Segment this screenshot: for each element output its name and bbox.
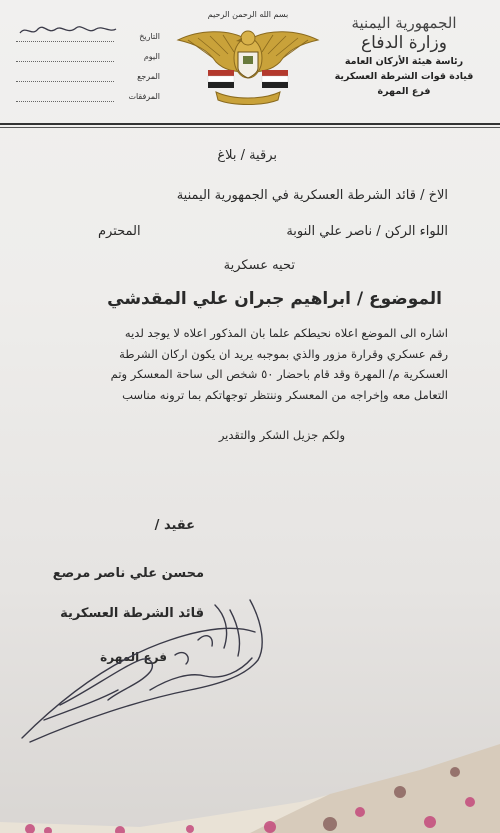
- emblem-caption: بسم الله الرحمن الرحيم: [207, 10, 289, 19]
- attachments-label: المرفقات: [128, 91, 160, 101]
- date-label: التاريخ: [139, 31, 160, 41]
- greeting: تحيه عسكرية: [223, 258, 295, 273]
- header-divider-thin: [0, 127, 500, 128]
- addressee-rank-name: اللواء الركن / ناصر علي النوبة: [286, 224, 448, 239]
- body-paragraph: [38, 323, 448, 405]
- day-label: اليوم: [143, 51, 160, 61]
- military-police-name: قيادة قوات الشرطة العسكرية: [334, 71, 474, 82]
- body-line: رقم عسكري وقرارة مزور والذي بموجبه يريد ان يكون اركان الشرطة: [119, 346, 448, 361]
- country-name: الجمهورية اليمنية: [351, 14, 457, 32]
- general-staff-name: رئاسة هيئة الأركان العامة: [344, 56, 464, 67]
- letterhead-authority: [324, 14, 484, 99]
- body-line: اشاره الى الموضع اعلاه نحيطكم علما بان المذكور اعلاه لا يوجد لديه: [124, 326, 448, 340]
- date-field: [10, 26, 160, 46]
- attachments-field: [10, 86, 160, 106]
- ministry-name: وزارة الدفاع: [361, 33, 447, 53]
- honorific: المحترم: [98, 224, 141, 239]
- attachments-value-line: [16, 91, 114, 102]
- day-value-line: [16, 51, 114, 62]
- background-fabric: [0, 732, 500, 833]
- signer-rank: عقيد /: [154, 518, 195, 533]
- body-line: التعامل معه وإخراجه من المعسكر وننتظر توجهاتكم بما ترونه مناسب: [122, 387, 448, 402]
- reference-value-line: [16, 71, 114, 82]
- header-divider: [0, 123, 500, 125]
- letter-type: برقية / بلاغ: [217, 148, 277, 163]
- reference-label: المرجع: [137, 71, 160, 81]
- handwritten-date-icon: [18, 23, 118, 39]
- letterhead: [0, 0, 500, 125]
- reference-fields: [10, 26, 160, 106]
- signer-branch: فرع المهرة: [100, 650, 167, 664]
- subject-line: الموضوع / ابراهيم جبران علي المقدشي: [107, 289, 442, 309]
- yemen-eagle-emblem-icon: [168, 10, 328, 110]
- date-value-line: [16, 31, 114, 42]
- branch-name: فرع المهرة: [377, 86, 431, 97]
- signer-title: قائد الشرطة العسكرية: [60, 606, 204, 621]
- addressee-line: الاخ / قائد الشرطة العسكرية في الجمهورية اليمنية: [176, 188, 448, 203]
- day-field: [10, 46, 160, 66]
- reference-field: [10, 66, 160, 86]
- body-line: العسكرية م/ المهرة وقد قام باحضار ٥٠ شخص الى ساحة المعسكر وتم: [110, 367, 448, 381]
- closing-line: ولكم جزيل الشكر والتقدير: [218, 428, 345, 442]
- signer-name: محسن علي ناصر مرصع: [52, 566, 204, 581]
